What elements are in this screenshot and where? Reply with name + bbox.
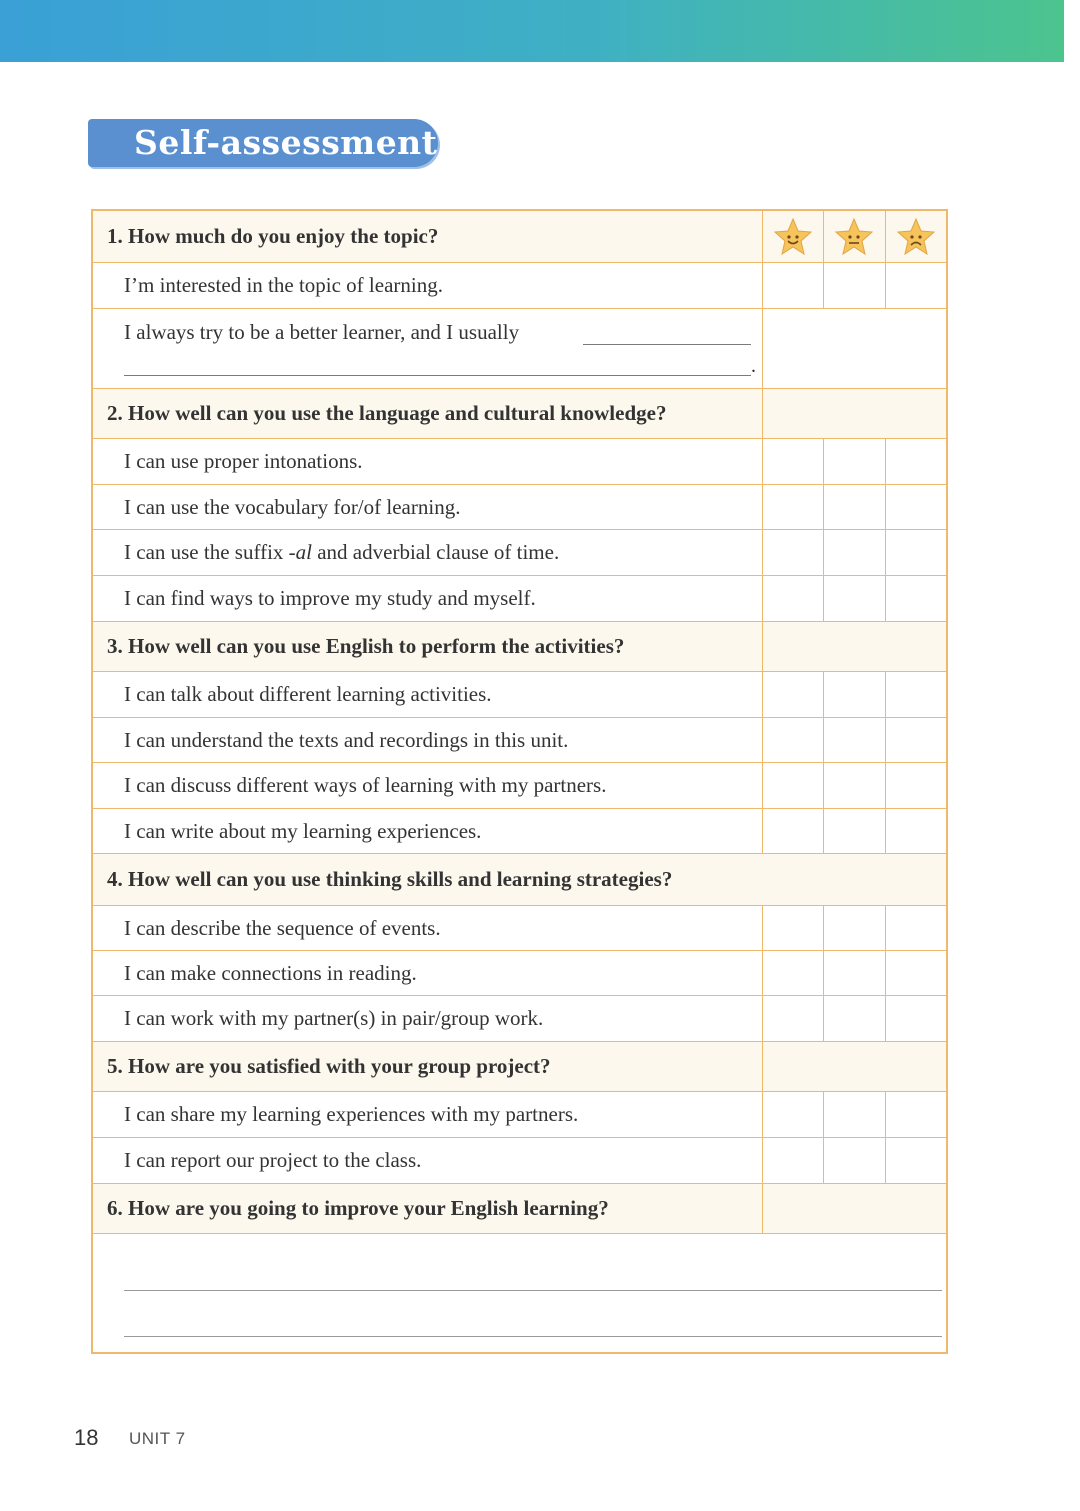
statement-row: I can talk about different learning activities. [93, 672, 946, 718]
period-mark: . [751, 355, 756, 377]
statement-row: I can discuss different ways of learning with my partners. [93, 763, 946, 809]
question-text: 3. How well can you use English to perform the activities? [107, 634, 625, 658]
rating-cell-poor[interactable] [885, 485, 946, 529]
rating-cell-ok[interactable] [823, 672, 884, 717]
rating-cell-good[interactable] [762, 530, 823, 575]
answer-line[interactable] [124, 1290, 942, 1291]
rating-cell-good[interactable] [762, 1092, 823, 1137]
rating-icons [762, 211, 946, 262]
rating-cell-good[interactable] [762, 672, 823, 717]
rating-cell-ok[interactable] [823, 1092, 884, 1137]
rating-cell-good[interactable] [762, 1138, 823, 1183]
rating-cell-good[interactable] [762, 576, 823, 621]
question-row-2 [93, 389, 946, 439]
neutral-star-icon [823, 211, 884, 262]
statement-row: I can describe the sequence of events. [93, 906, 946, 951]
rating-cell-good[interactable] [762, 996, 823, 1041]
question-text: 2. How well can you use the language and cultural knowledge? [107, 401, 667, 425]
rating-cell-ok[interactable] [823, 996, 884, 1041]
answer-area [93, 1234, 946, 1352]
statement-row: I can understand the texts and recordings in this unit. [93, 718, 946, 763]
rating-cell-poor[interactable] [885, 809, 946, 853]
sad-star-icon [885, 211, 946, 262]
rating-cell-good[interactable] [762, 485, 823, 529]
rating-cell-ok[interactable] [823, 1138, 884, 1183]
rating-cell-ok[interactable] [823, 906, 884, 950]
section-title-badge [88, 119, 438, 167]
rating-cell-poor[interactable] [885, 263, 946, 308]
rating-cell-ok[interactable] [823, 576, 884, 621]
assessment-table [91, 209, 948, 1354]
fill-in-line[interactable] [124, 375, 751, 376]
question-row-1 [93, 211, 946, 263]
rating-cell-ok[interactable] [823, 951, 884, 995]
statement-row: I can use proper intonations. [93, 439, 946, 485]
statement-row: I’m interested in the topic of learning. [93, 263, 946, 309]
rating-cell-good[interactable] [762, 763, 823, 808]
rating-cell-good[interactable] [762, 263, 823, 308]
page-number: 18 [74, 1425, 99, 1450]
statement-row: I can use the suffix -al and adverbial clause of time. [93, 530, 946, 576]
rating-cell-poor[interactable] [885, 951, 946, 995]
question-row-4 [93, 854, 946, 906]
rating-cell-ok[interactable] [823, 485, 884, 529]
rating-cell-ok[interactable] [823, 439, 884, 484]
question-row-3 [93, 622, 946, 672]
statement-row: I can report our project to the class. [93, 1138, 946, 1184]
rating-cell-ok[interactable] [823, 263, 884, 308]
rating-cell-good[interactable] [762, 809, 823, 853]
statement-row: I can share my learning experiences with my partners. [93, 1092, 946, 1138]
rating-cell-poor[interactable] [885, 576, 946, 621]
rating-cell-poor[interactable] [885, 763, 946, 808]
rating-cell-poor[interactable] [885, 530, 946, 575]
fill-in-line[interactable] [583, 344, 751, 345]
rating-cell-poor[interactable] [885, 718, 946, 762]
question-text: 5. How are you satisfied with your group project? [107, 1054, 551, 1078]
question-row-6 [93, 1184, 946, 1234]
rating-cell-poor[interactable] [885, 1092, 946, 1137]
rating-cell-good[interactable] [762, 906, 823, 950]
smile-star-icon [762, 211, 823, 262]
answer-line[interactable] [124, 1336, 942, 1337]
rating-cell-ok[interactable] [823, 763, 884, 808]
statement-row: I can make connections in reading. [93, 951, 946, 996]
statement-row-fill-in: I always try to be a better learner, and I usually . [93, 309, 946, 389]
unit-label: UNIT 7 [129, 1429, 186, 1448]
rating-cell-good[interactable] [762, 718, 823, 762]
question-text: 4. How well can you use thinking skills and learning strategies? [107, 867, 673, 891]
rating-cell-poor[interactable] [885, 906, 946, 950]
rating-cell-ok[interactable] [823, 530, 884, 575]
question-text: 6. How are you going to improve your English learning? [107, 1196, 609, 1220]
rating-cell-poor[interactable] [885, 996, 946, 1041]
rating-cell-poor[interactable] [885, 439, 946, 484]
rating-cell-poor[interactable] [885, 1138, 946, 1183]
statement-row: I can work with my partner(s) in pair/group work. [93, 996, 946, 1042]
statement-row: I can find ways to improve my study and myself. [93, 576, 946, 622]
question-row-5 [93, 1042, 946, 1092]
rating-cell-good[interactable] [762, 951, 823, 995]
rating-cell-good[interactable] [762, 439, 823, 484]
rating-cell-ok[interactable] [823, 809, 884, 853]
page-title: Self-assessment [134, 123, 438, 162]
top-banner [0, 0, 1064, 62]
statement-row: I can write about my learning experiences. [93, 809, 946, 854]
rating-cell-poor[interactable] [885, 672, 946, 717]
question-text: 1. How much do you enjoy the topic? [107, 224, 439, 248]
statement-row: I can use the vocabulary for/of learning. [93, 485, 946, 530]
rating-cell-ok[interactable] [823, 718, 884, 762]
